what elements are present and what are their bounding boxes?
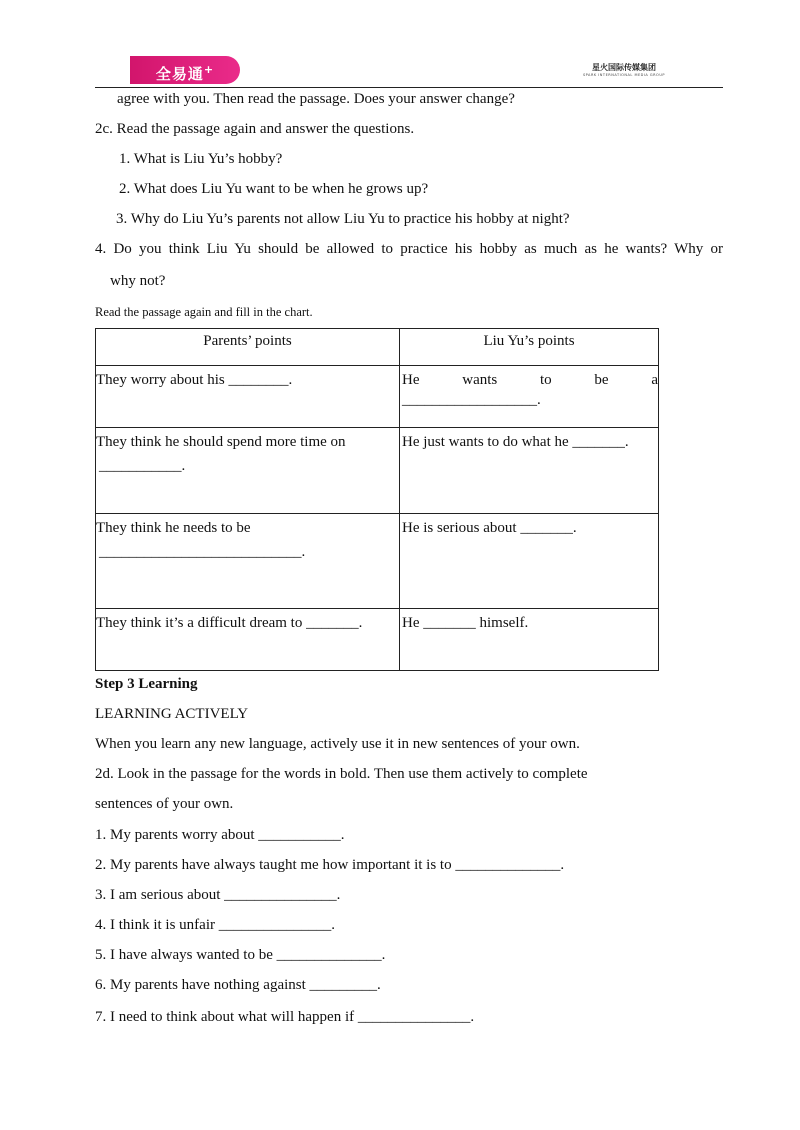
publisher-brand [583,62,665,77]
question-4-line2: why not? [110,273,166,289]
header-liuyu-points: Liu Yu’s points [400,329,659,366]
question-4-line1: 4. Do you think Liu Yu should be allowed to practice his hobby as much as he wants? Why or [95,241,723,257]
cell-text-line2: __________________. [402,392,541,408]
question-3: 3. Why do Liu Yu’s parents not allow Liu Yu to practice his hobby at night? [116,211,570,227]
brand-logo [130,56,240,84]
chart-cell-parents [96,366,400,428]
sentence-4: 4. I think it is unfair _______________. [95,917,335,933]
cell-text: He _______ himself. [402,615,529,631]
logo-text: 全易通 [155,65,204,83]
intro-line: agree with you. Then read the passage. Does your answer change? [117,91,515,107]
task-2d-line1: 2d. Look in the passage for the words in bold. Then use them actively to complete [95,766,588,782]
sentence-3: 3. I am serious about _______________. [95,887,341,903]
chart-cell-parents [96,428,400,514]
task-2c-title: 2c. Read the passage again and answer the questions. [95,121,415,137]
chart-row [96,366,659,428]
task-2d-line2: sentences of your own. [95,796,234,812]
step3-title: Step 3 Learning [95,676,198,692]
cell-text: He just wants to do what he _______. [402,434,629,450]
cell-text: They worry about his ________. [96,372,293,388]
chart-instruction: Read the passage again and fill in the chart. [95,305,313,319]
publisher-name-en: SPARK INTERNATIONAL MEDIA GROUP [582,73,665,77]
chart-row [96,428,659,514]
page-header [95,52,723,88]
chart-cell-parents [96,514,400,609]
question-2: 2. What does Liu Yu want to be when he grows up? [119,181,429,197]
cell-text-line1: He wants to be a [402,372,658,388]
header-rule [95,87,723,88]
sentence-7: 7. I need to think about what will happen if _______________. [95,1009,475,1025]
cell-text-line1: They think he needs to be [96,520,251,536]
cell-text-line2: ___________________________. [99,544,306,560]
sentence-6: 6. My parents have nothing against _________. [95,977,381,993]
chart-row [96,609,659,671]
chart-cell-parents [96,609,400,671]
sentence-2: 2. My parents have always taught me how important it is to ______________. [95,857,565,873]
header-parents-points: Parents’ points [96,329,400,366]
chart-cell-liuyu [400,428,659,514]
cell-text-line2: ___________. [99,458,186,474]
step3-intro: When you learn any new language, actively use it in new sentences of your own. [95,736,580,752]
sentence-1: 1. My parents worry about ___________. [95,827,345,843]
logo-plus: + [203,63,215,76]
sentence-5: 5. I have always wanted to be ______________. [95,947,386,963]
chart-cell-liuyu [400,514,659,609]
chart-row [96,514,659,609]
chart-cell-liuyu [400,366,659,428]
chart-cell-liuyu [400,609,659,671]
cell-text: They think it’s a difficult dream to _______. [96,615,363,631]
points-chart [95,328,659,671]
cell-text: He is serious about _______. [402,520,577,536]
question-1: 1. What is Liu Yu’s hobby? [119,151,283,167]
step3-subtitle: LEARNING ACTIVELY [95,706,249,722]
chart-header-row [96,329,659,366]
publisher-name-cn: 星火国际传媒集团 [591,63,656,72]
cell-text-line1: They think he should spend more time on [96,434,346,450]
